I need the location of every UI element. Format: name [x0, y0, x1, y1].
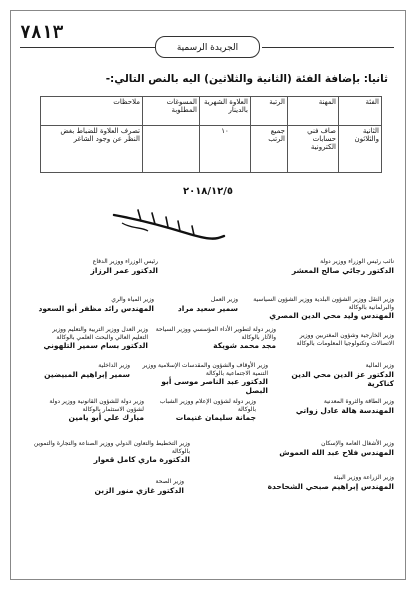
signatory-block: وزير الأوقاف والشؤون والمقدسات الإسلامية ووزير التنمية الاجتماعية بالوكالة الدكتور عبد الناصر موسى أبو البصل [142, 362, 268, 395]
signatory-block: رئيس الوزراء ووزير الدفاع الدكتور عمر الرزاز [90, 258, 158, 275]
col-category: الفئة [339, 97, 382, 126]
signatory-block: وزير العدل ووزير التربية والتعليم ووزير التعليم العالي والبحث العلمي بالوكالة الدكتور بسام سمير التلهوني [43, 326, 148, 350]
col-allowance: العلاوة الشهرية بالدينار [200, 97, 251, 126]
header-rule-left [20, 47, 155, 48]
table-row [41, 126, 382, 173]
royal-signature [108, 205, 228, 243]
signatory-block: وزير الأشغال العامة والإسكان المهندس فلاح عبد الله العموش [279, 440, 394, 457]
signatory-block: وزير التخطيط والتعاون الدولي ووزير الصناعة والتجارة والتموين بالوكالة الدكتورة ماري كامل قعوار [33, 440, 190, 464]
col-justifications: المسوغات المطلوبة [143, 97, 200, 126]
cell-category: الثانية والثلاثون [339, 126, 382, 173]
section-heading: ثانيا: بإضافة الفئة (الثانية والثلاثين) اليه بالنص التالي:- [105, 73, 388, 85]
signatory-block: وزير الخارجية وشؤون المغتربين ووزير الاتصالات وتكنولوجيا المعلومات بالوكالة [296, 332, 394, 347]
cell-notes: تصرف العلاوة للضباط بغض النظر عن وجود الشاغر [41, 126, 143, 173]
signatory-block: وزير المالية الدكتور عز الدين محي الدين كناكرية [291, 362, 394, 388]
signatory-block: وزير دولة لشؤون الإعلام ووزير الشباب بالوكالة جمانة سليمان غنيمات [159, 398, 256, 422]
signatory-block: وزير الطاقة والثروة المعدنية المهندسة هالة عادل زواتي [295, 398, 394, 415]
signatory-block: وزير الصحة الدكتور غازي منور الزبن [94, 478, 184, 495]
cell-justifications [143, 126, 200, 173]
signatory-block: وزير الداخلية سمير إبراهيم المبيضين [44, 362, 130, 379]
signatory-block: وزير النقل ووزير الشؤون البلدية ووزير الشؤون السياسية والبرلمانية بالوكالة المهندس وليد محي الدين المصري [253, 296, 394, 320]
col-rank: الرتبة [251, 97, 288, 126]
cell-rank: جميع الرتب [251, 126, 288, 173]
signatory-block: وزير العمل سمير سعيد مراد [177, 296, 238, 313]
cell-allowance: ١٠ [200, 126, 251, 173]
allowance-table [40, 96, 382, 173]
signatory-block: وزير المياه والري المهندس رائد مظفر أبو السعود [38, 296, 154, 313]
page-number: ٧٨١٣ [20, 22, 64, 43]
col-notes: ملاحظات [41, 97, 143, 126]
decree-date: ٢٠١٨/١٢/٥ [182, 186, 234, 197]
table-header-row [41, 97, 382, 126]
signatory-block: وزير دولة لتطوير الأداء المؤسسي ووزير السياحة والآثار بالوكالة مجد محمد شويكة [155, 326, 276, 350]
signatory-block: وزير دولة للشؤون القانونية ووزير دولة لشؤون الاستثمار بالوكالة مبارك علي أبو يامين [49, 398, 144, 422]
signatory-block: نائب رئيس الوزراء ووزير دولة الدكتور رجائي صالح المعشر [291, 258, 394, 275]
col-profession: المهنة [288, 97, 339, 126]
header-rule-right [262, 47, 394, 48]
cell-profession: صاف فني حسابات الكترونية [288, 126, 339, 173]
gazette-title: الجريدة الرسمية [155, 36, 260, 58]
signatory-block: وزير الزراعة ووزير البيئة المهندس إبراهيم صبحي الشحاحدة [267, 474, 394, 491]
